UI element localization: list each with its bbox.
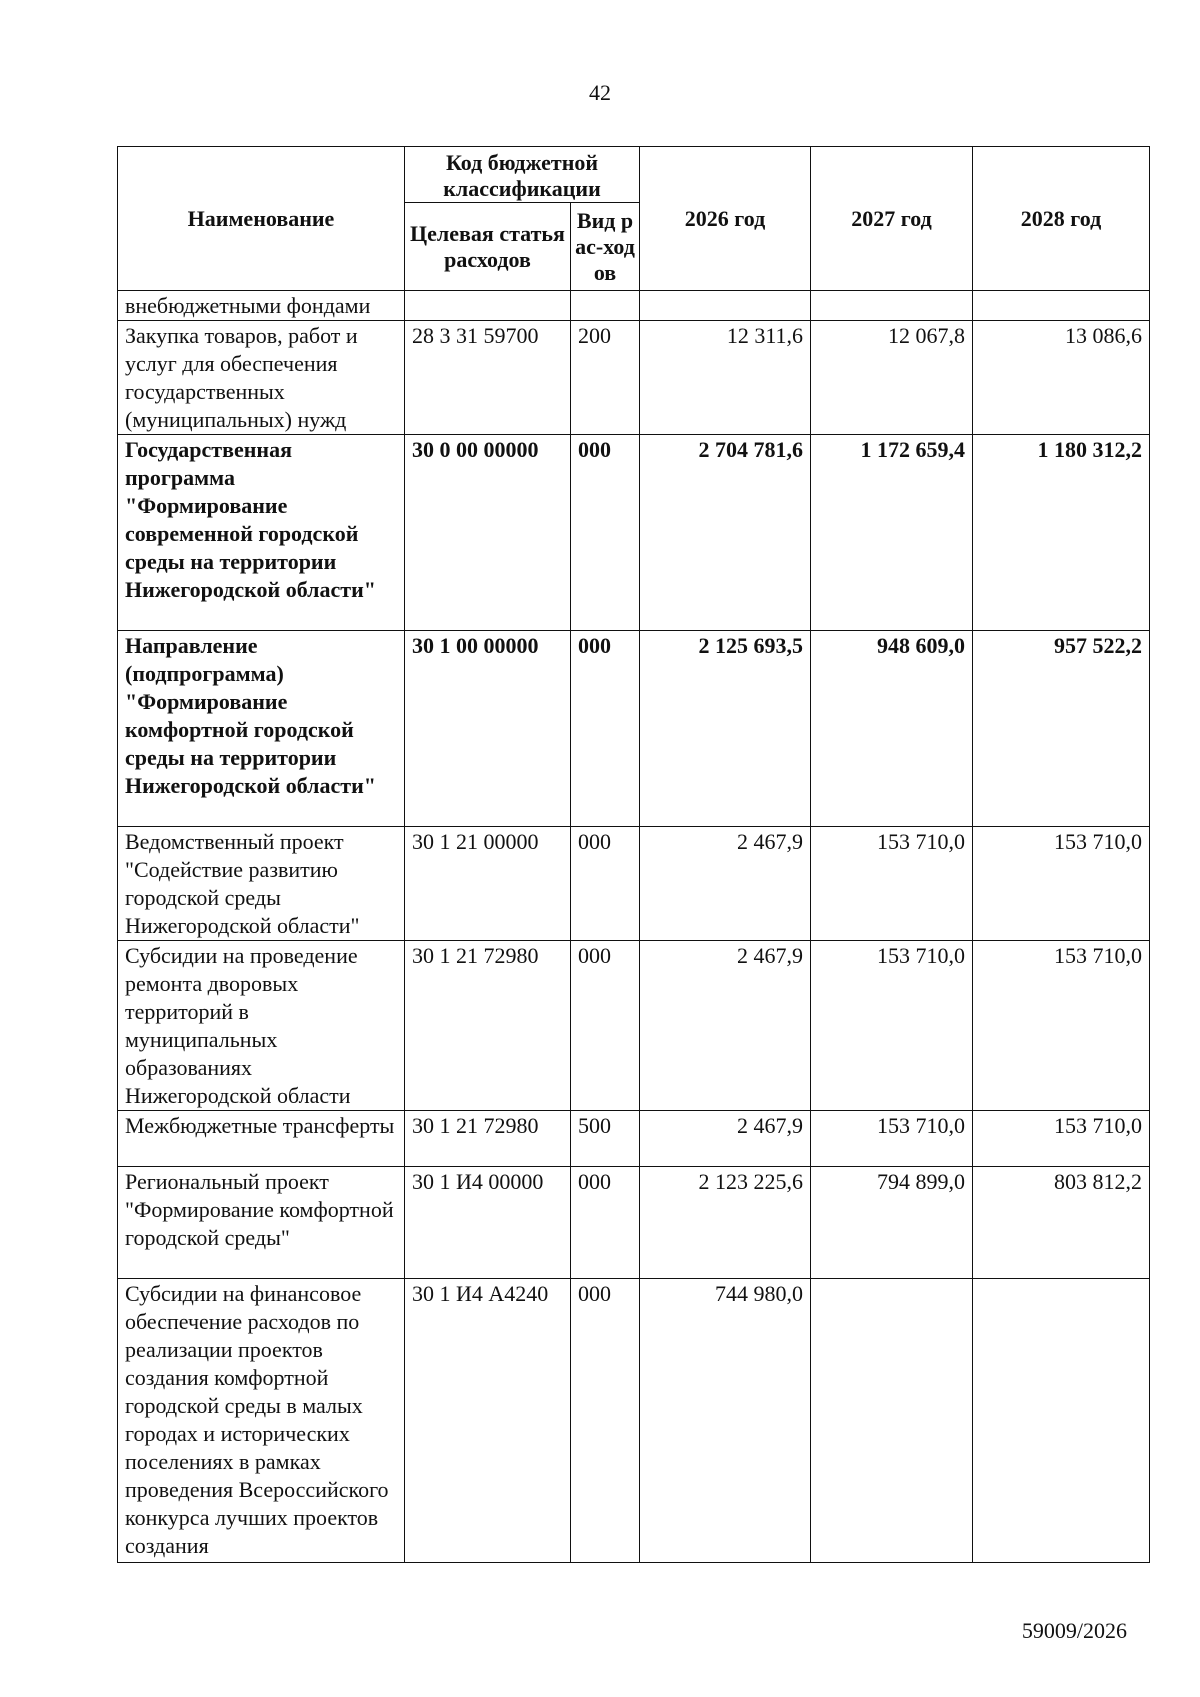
row-2028-cell: 957 522,2 [973, 631, 1150, 827]
row-name-cell: Субсидии на проведение ремонта дворовых территорий в муниципальных образованиях Нижегородской области [118, 941, 405, 1111]
row-target-article-cell: 30 1 И4 А4240 [405, 1279, 571, 1563]
row-name-cell: внебюджетными фондами [118, 291, 405, 321]
row-name-cell: Закупка товаров, работ и услуг для обеспечения государственных (муниципальных) нужд [118, 321, 405, 435]
table-row [118, 1167, 1150, 1279]
row-target-article-cell [405, 291, 571, 321]
header-2028: 2028 год [973, 147, 1150, 291]
table-row [118, 1279, 1150, 1563]
row-target-article-cell: 30 1 00 00000 [405, 631, 571, 827]
row-target-article-cell: 30 0 00 00000 [405, 435, 571, 631]
row-expense-kind-cell [571, 291, 640, 321]
table-row [118, 631, 1150, 827]
row-2028-cell: 803 812,2 [973, 1167, 1150, 1279]
row-name-cell: Ведомственный проект "Содействие развитию городской среды Нижегородской области" [118, 827, 405, 941]
table-header [118, 147, 1150, 291]
table-row [118, 291, 1150, 321]
row-2027-cell: 153 710,0 [811, 827, 973, 941]
row-2026-cell: 2 123 225,6 [640, 1167, 811, 1279]
row-2026-cell [640, 291, 811, 321]
header-2026: 2026 год [640, 147, 811, 291]
row-2028-cell [973, 291, 1150, 321]
row-2026-cell: 2 467,9 [640, 1111, 811, 1167]
row-2027-cell: 153 710,0 [811, 1111, 973, 1167]
row-expense-kind-cell: 000 [571, 1279, 640, 1563]
row-2028-cell: 13 086,6 [973, 321, 1150, 435]
row-expense-kind-cell: 000 [571, 827, 640, 941]
row-name-cell: Направление (подпрограмма) "Формирование комфортной городской среды на территории Нижегородской области" [118, 631, 405, 827]
row-expense-kind-cell: 500 [571, 1111, 640, 1167]
page-number: 42 [589, 80, 611, 105]
row-2027-cell: 794 899,0 [811, 1167, 973, 1279]
row-2028-cell: 1 180 312,2 [973, 435, 1150, 631]
row-target-article-cell: 30 1 21 72980 [405, 1111, 571, 1167]
row-expense-kind-cell: 000 [571, 631, 640, 827]
header-name: Наименование [118, 147, 405, 291]
row-2028-cell: 153 710,0 [973, 827, 1150, 941]
row-2027-cell: 948 609,0 [811, 631, 973, 827]
row-name-cell: Межбюджетные трансферты [118, 1111, 405, 1167]
row-name-cell: Региональный проект "Формирование комфортной городской среды" [118, 1167, 405, 1279]
table-row [118, 941, 1150, 1111]
header-target-article: Целевая статья расходов [405, 203, 571, 291]
row-target-article-cell: 30 1 21 00000 [405, 827, 571, 941]
table-row [118, 827, 1150, 941]
row-expense-kind-cell: 200 [571, 321, 640, 435]
table-row [118, 1111, 1150, 1167]
table-row [118, 321, 1150, 435]
row-name-cell: Государственная программа "Формирование современной городской среды на территории Нижегородской области" [118, 435, 405, 631]
header-code-group: Код бюджетной классификации [405, 147, 640, 203]
row-2026-cell: 744 980,0 [640, 1279, 811, 1563]
row-2027-cell [811, 1279, 973, 1563]
header-2027: 2027 год [811, 147, 973, 291]
table-body [118, 291, 1150, 1563]
row-target-article-cell: 30 1 И4 00000 [405, 1167, 571, 1279]
row-expense-kind-cell: 000 [571, 435, 640, 631]
row-2027-cell: 12 067,8 [811, 321, 973, 435]
table-row [118, 435, 1150, 631]
row-2026-cell: 12 311,6 [640, 321, 811, 435]
document-number: 59009/2026 [1021, 1618, 1127, 1643]
row-2028-cell: 153 710,0 [973, 1111, 1150, 1167]
row-2026-cell: 2 467,9 [640, 941, 811, 1111]
header-expense-kind: Вид рас-ходов [571, 203, 640, 291]
budget-table [117, 146, 1150, 1563]
row-2028-cell: 153 710,0 [973, 941, 1150, 1111]
row-2027-cell [811, 291, 973, 321]
row-2026-cell: 2 467,9 [640, 827, 811, 941]
row-2027-cell: 153 710,0 [811, 941, 973, 1111]
row-name-cell: Субсидии на финансовое обеспечение расходов по реализации проектов создания комфортной городской среды в малых городах и исторических поселениях в рамках проведения Всероссийского конкурса лучших проектов создания [118, 1279, 405, 1563]
row-2027-cell: 1 172 659,4 [811, 435, 973, 631]
row-2026-cell: 2 704 781,6 [640, 435, 811, 631]
row-target-article-cell: 30 1 21 72980 [405, 941, 571, 1111]
row-target-article-cell: 28 3 31 59700 [405, 321, 571, 435]
row-expense-kind-cell: 000 [571, 941, 640, 1111]
row-2026-cell: 2 125 693,5 [640, 631, 811, 827]
row-expense-kind-cell: 000 [571, 1167, 640, 1279]
row-2028-cell [973, 1279, 1150, 1563]
